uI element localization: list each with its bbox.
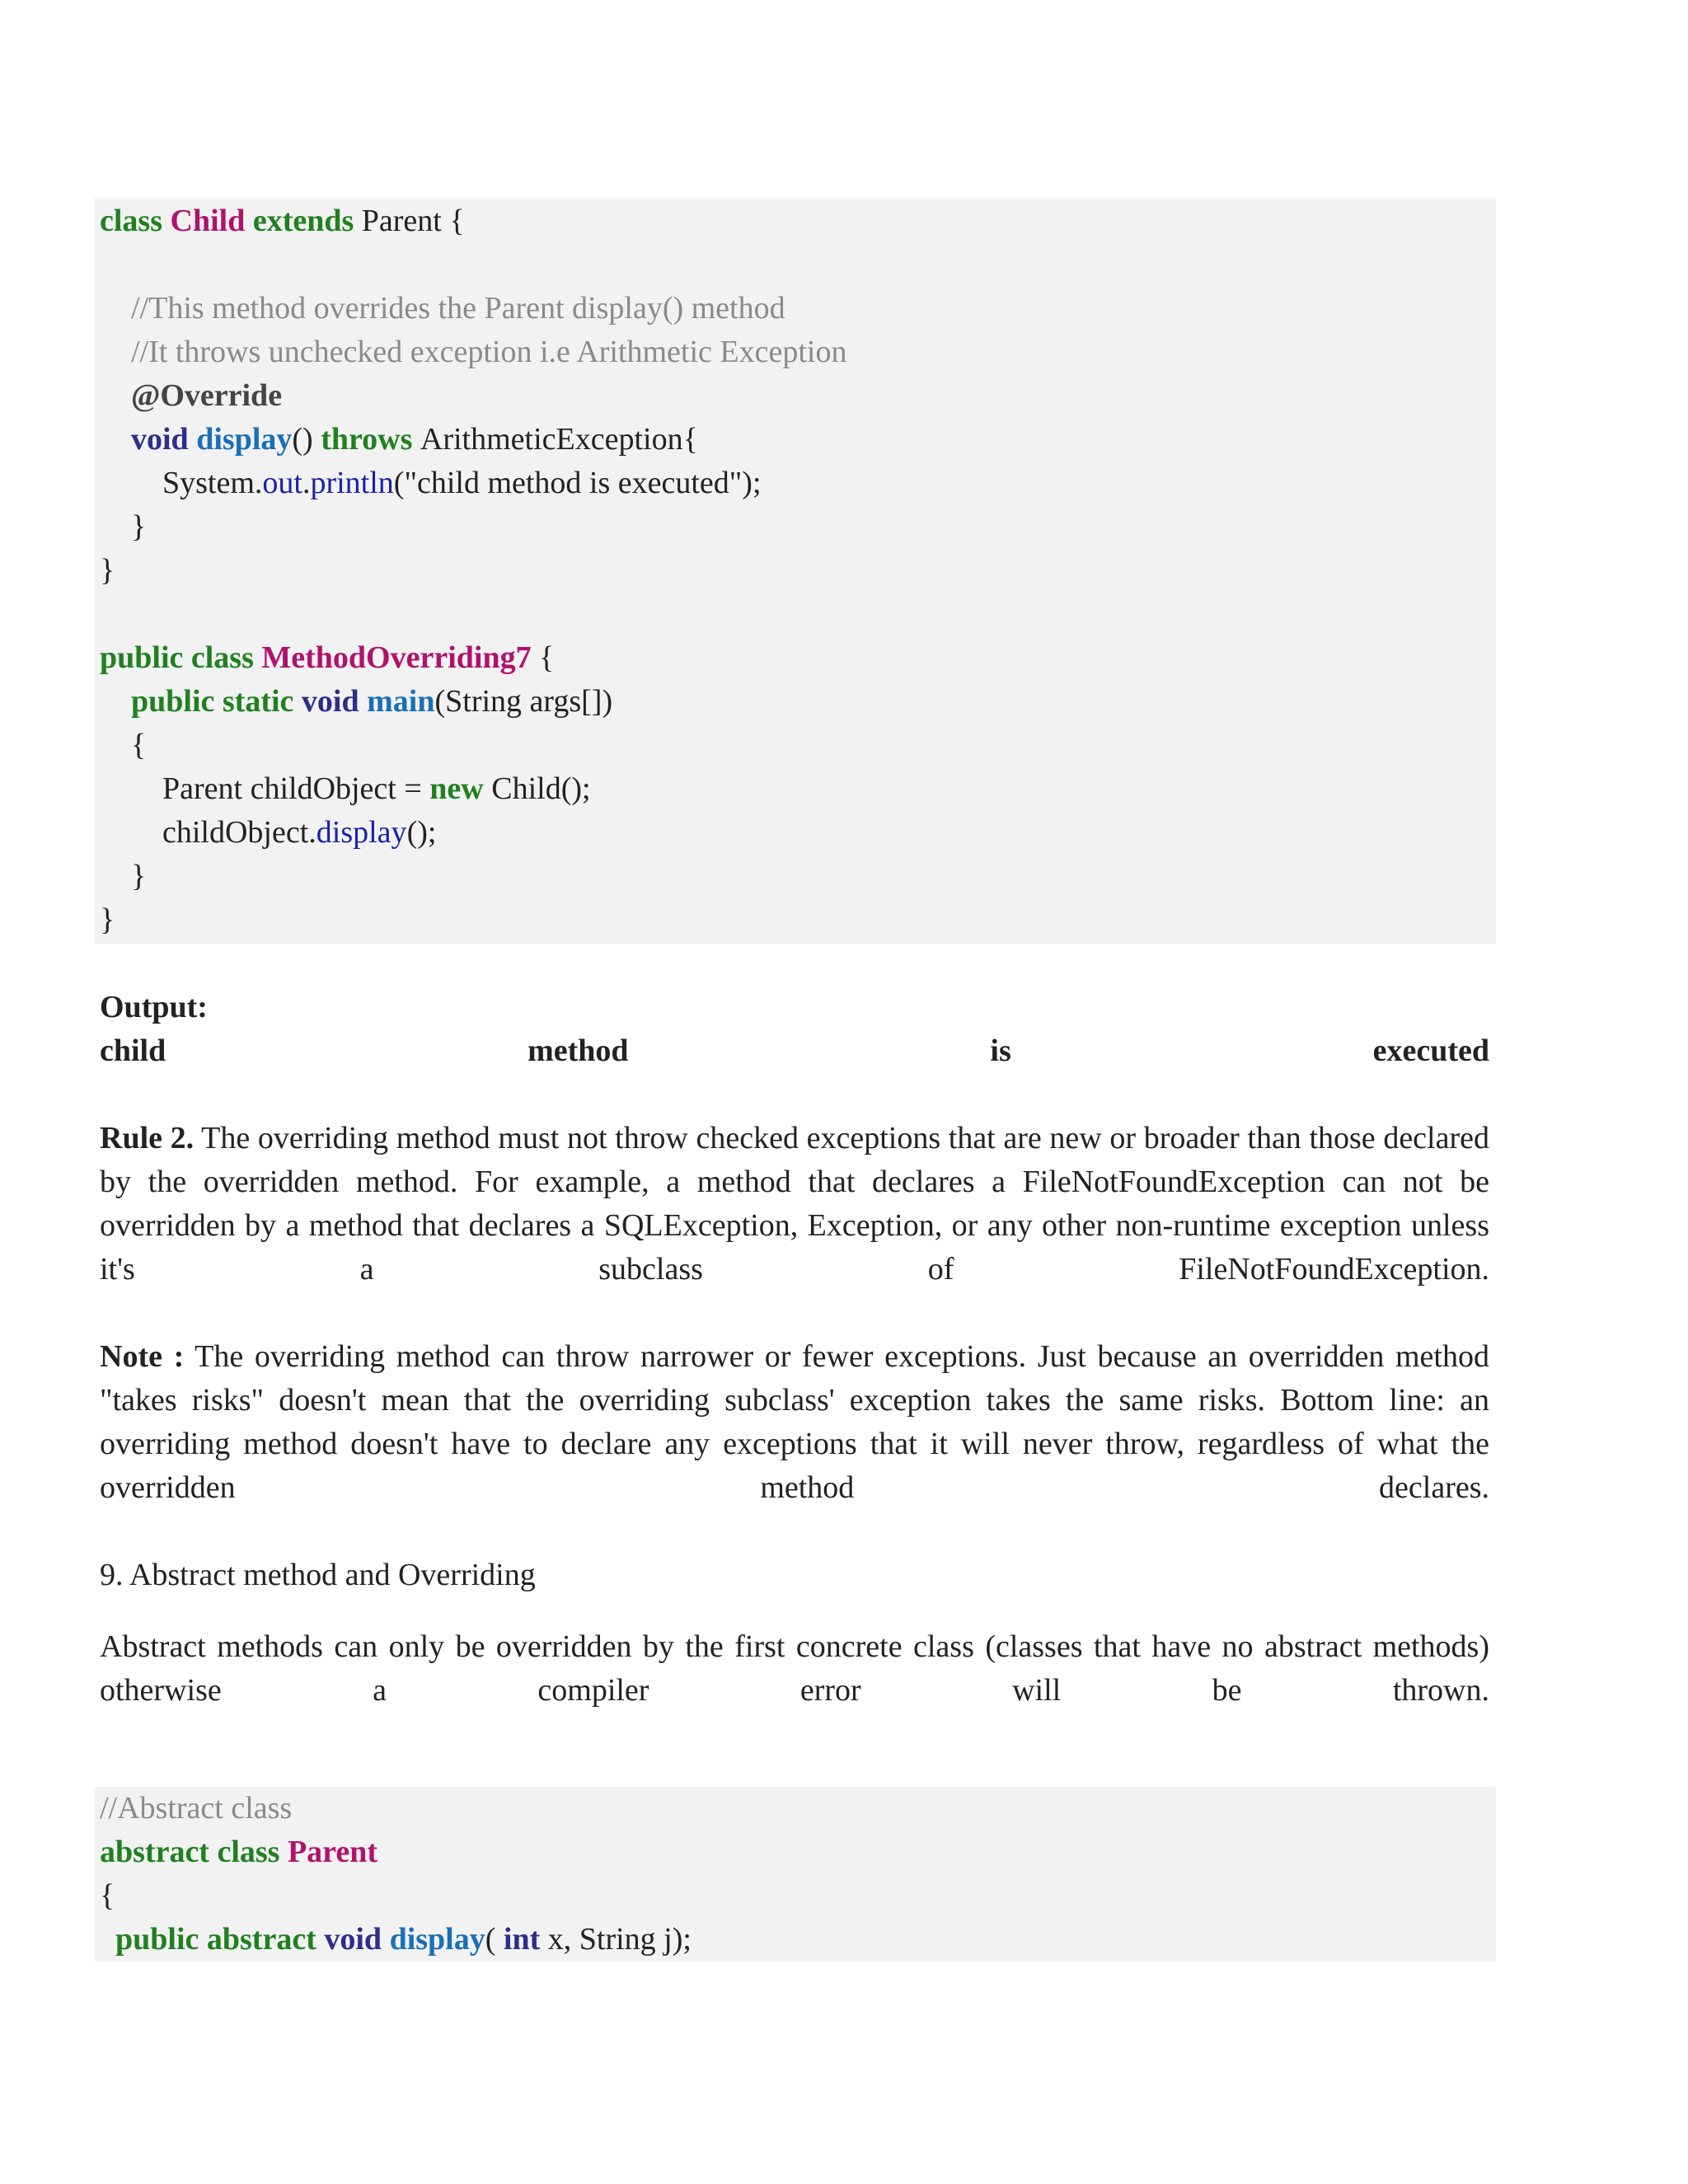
code-line bbox=[100, 1830, 1496, 1874]
code-token: Child bbox=[170, 204, 253, 238]
section-heading bbox=[100, 1554, 1489, 1597]
code-token: } bbox=[100, 509, 147, 544]
code-token: abstract class bbox=[100, 1835, 288, 1869]
code-token: println bbox=[310, 466, 394, 500]
code-line bbox=[100, 374, 1496, 418]
code-line bbox=[100, 330, 1496, 374]
code-line bbox=[100, 1787, 1496, 1830]
code-line bbox=[100, 505, 1496, 549]
code-line bbox=[100, 811, 1496, 855]
section9-paragraph bbox=[100, 1625, 1489, 1713]
code-token: } bbox=[100, 859, 147, 893]
code-token: public abstract bbox=[115, 1922, 325, 1957]
code-token: display bbox=[316, 815, 407, 850]
output-word: method bbox=[528, 1033, 629, 1068]
code-token: out bbox=[262, 466, 302, 500]
code-token: void bbox=[301, 684, 368, 719]
output-word: is bbox=[990, 1033, 1011, 1068]
code-line bbox=[100, 593, 1496, 636]
code-token: childObject. bbox=[100, 815, 316, 850]
code-line bbox=[100, 1918, 1496, 1961]
code-block-abstract-class bbox=[95, 1787, 1496, 1961]
code-token: class bbox=[100, 204, 171, 238]
code-token: @Override bbox=[100, 378, 283, 413]
code-line bbox=[100, 199, 1496, 243]
code-line bbox=[100, 898, 1496, 942]
rule2-text: The overriding method must not throw checked exceptions that are new or broader than those declared by the overridden method. For example, a method that declares a FileNotFoundException can not be overridden by a method that declares a SQLException, Exception, or any other non-runtime exception unless it's a subclass of FileNotFoundException. bbox=[100, 1121, 1489, 1286]
code-block-child-class bbox=[95, 198, 1496, 944]
section9-heading: 9. Abstract method and Overriding bbox=[100, 1558, 536, 1592]
code-token: display bbox=[389, 1922, 485, 1957]
code-token: x, String j); bbox=[547, 1922, 692, 1957]
code-line bbox=[100, 855, 1496, 898]
output-word: child bbox=[100, 1033, 166, 1068]
code-token: { bbox=[100, 1878, 115, 1913]
section9-text: Abstract methods can only be overridden by the first concrete class (classes that have no abstract methods) otherwise a compiler error will be thrown. bbox=[100, 1629, 1489, 1708]
code-line bbox=[100, 549, 1496, 593]
code-token: ArithmeticException{ bbox=[420, 422, 698, 457]
code-token: public class bbox=[100, 640, 262, 675]
code-token: System. bbox=[100, 466, 263, 500]
code-token: Parent { bbox=[361, 204, 465, 238]
code-token: void bbox=[131, 422, 197, 457]
code-line bbox=[100, 287, 1496, 330]
code-token: //This method overrides the Parent display() method bbox=[100, 291, 785, 326]
code-token: } bbox=[100, 902, 115, 937]
rule2-paragraph bbox=[100, 1117, 1489, 1291]
note-paragraph bbox=[100, 1335, 1489, 1510]
code-token bbox=[100, 422, 131, 457]
code-token: MethodOverriding7 bbox=[261, 640, 540, 675]
output-text bbox=[100, 1029, 1489, 1073]
code-token: void bbox=[324, 1922, 390, 1957]
code-token bbox=[100, 684, 131, 719]
code-token: (String args[]) bbox=[434, 684, 613, 719]
code-token: display bbox=[196, 422, 293, 457]
code-token bbox=[100, 1922, 115, 1957]
code-token: public static bbox=[131, 684, 302, 719]
code-token: (); bbox=[406, 815, 437, 850]
code-token: //It throws unchecked exception i.e Arithmetic Exception bbox=[100, 335, 847, 369]
code-token: { bbox=[539, 640, 555, 675]
output-word: executed bbox=[1372, 1033, 1489, 1068]
code-token: throws bbox=[321, 422, 420, 457]
rule2-label: Rule 2. bbox=[100, 1121, 195, 1155]
output-heading: Output: bbox=[100, 990, 208, 1024]
code-token: () bbox=[292, 422, 321, 457]
code-token: main bbox=[367, 684, 435, 719]
code-token: ( bbox=[485, 1922, 504, 1957]
code-token: new bbox=[429, 771, 492, 806]
note-label: Note : bbox=[100, 1339, 185, 1374]
code-line bbox=[100, 462, 1496, 505]
output-label bbox=[100, 986, 1489, 1029]
code-line bbox=[100, 418, 1496, 462]
code-line bbox=[100, 636, 1496, 680]
code-token: Child(); bbox=[491, 771, 591, 806]
code-token: extends bbox=[252, 204, 362, 238]
code-token: int bbox=[503, 1922, 548, 1957]
code-line bbox=[100, 680, 1496, 724]
code-token: //Abstract class bbox=[100, 1791, 293, 1825]
code-line bbox=[100, 1874, 1496, 1918]
code-line bbox=[100, 767, 1496, 811]
code-line bbox=[100, 243, 1496, 287]
code-line bbox=[100, 724, 1496, 767]
code-token: { bbox=[100, 728, 147, 762]
note-text: The overriding method can throw narrower or fewer exceptions. Just because an overridden method "takes risks" doesn't mean that the overriding subclass' exception takes the same risks. Bottom line: an overriding method doesn't have to declare any exceptions that it will never throw, regardless of what the overridden method declares. bbox=[100, 1339, 1489, 1505]
code-token: Parent childObject = bbox=[100, 771, 430, 806]
code-token: ("child method is executed"); bbox=[393, 466, 762, 500]
code-token: . bbox=[302, 466, 311, 500]
code-token: } bbox=[100, 553, 115, 588]
code-token: Parent bbox=[287, 1835, 378, 1869]
